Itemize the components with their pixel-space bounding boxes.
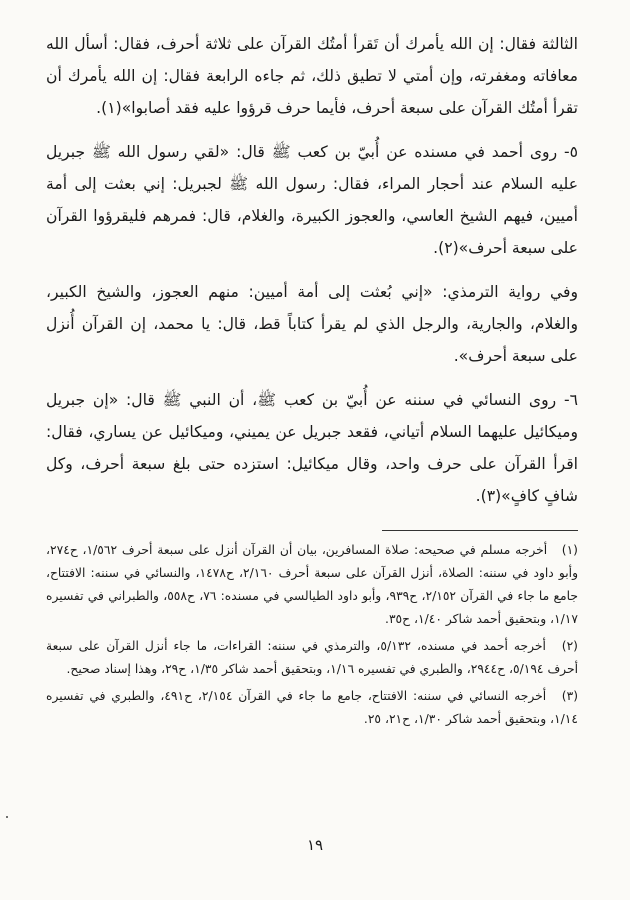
footnote-separator [382, 530, 578, 531]
paragraph-hadith-4-end: الثالثة فقال: إن الله يأمرك أن تَقرأ أمتُك القرآن على ثلاثة أحرف، فقال: أسأل الله معافاته ومغفرته، وإن أمتي لا تطيق ذلك، ثم جاءه الرابعة فقال: إن الله يأمرك أن تقرأ أمتُك القرآن على سبعة أحرف، فأيما حرف قرؤوا عليه فقد أصابوا»(١). [46, 35, 578, 117]
footnote-text: أخرجه مسلم في صحيحه: صلاة المسافرين، بيان أن القرآن أنزل على سبعة أحرف ١/٥٦٢، ح٢٧٤، وأبو داود في سننه: الصلاة، أنزل القرآن على سبعة أحرف ٢/١٦٠، ح١٤٧٨، والنسائي في سننه: الافتتاح، جامع ما جاء في القرآن ٢/١٥٢، ح٩٣٩، وأبو داود الطيالسي في مسنده: ٧٦، ح٥٥٨، والطبراني في تفسيره ١/١٧، وبتحقيق أحمد شاكر ١/٤٠، ح٣٥. [46, 543, 579, 626]
footnote-3 [46, 685, 578, 731]
footnote-number: (٣) [561, 689, 578, 703]
paragraph-tirmidhi-narration: وفي رواية الترمذي: «إني بُعثت إلى أمة أميين: منهم العجوز، والشيخ الكبير، والغلام، والجارية، والرجل الذي لم يقرأ كتاباً قط، قال: يا محمد، إن القرآن أُنزل على سبعة أحرف». [46, 283, 578, 365]
scan-speck [6, 816, 8, 818]
footnote-2 [46, 635, 578, 681]
footnote-1 [46, 539, 578, 631]
footnote-text: أخرجه النسائي في سننه: الافتتاح، جامع ما جاء في القرآن ٢/١٥٤، ح٤٩١، والطبري في تفسيره ١/١٤، وبتحقيق أحمد شاكر ١/٣٠، ح٢١، ٢٥. [46, 689, 578, 726]
footnote-number: (٢) [561, 639, 578, 653]
main-text [46, 28, 578, 512]
footnote-number: (١) [561, 543, 578, 557]
paragraph-hadith-6: ٦- روى النسائي في سننه عن أُبيّ بن كعب ﷺ، أن النبي ﷺ قال: «إن جبريل وميكائيل عليهما السلام أتياني، فقعد جبريل عن يميني، وميكائيل عن يساري، فقال: اقرأ القرآن على حرف واحد، وقال ميكائيل: استزده حتى بلغ سبعة أحرف، وكل شافٍ كافٍ»(٣). [46, 391, 578, 505]
footnotes [46, 539, 578, 731]
page-number: ١٩ [306, 836, 324, 854]
footnote-text: أخرجه أحمد في مسنده، ٥/١٣٢، والترمذي في سننه: القراءات، ما جاء أنزل القرآن على سبعة أحرف ٥/١٩٤، ح٢٩٤٤، والطبري في تفسيره ١/١٦، وبتحقيق أحمد شاكر ١/٣٥، ح٢٩، وهذا إسناد صحيح. [46, 639, 578, 676]
paragraph-hadith-5: ٥- روى أحمد في مسنده عن أُبيّ بن كعب ﷺ قال: «لقي رسول الله ﷺ جبريل عليه السلام عند أحجار المراء، فقال: رسول الله ﷺ لجبريل: إني بعثت إلى أمة أميين، فيهم الشيخ العاسي، والعجوز الكبيرة، والغلام، قال: فمرهم فليقرؤوا القرآن على سبعة أحرف»(٢). [46, 143, 578, 257]
